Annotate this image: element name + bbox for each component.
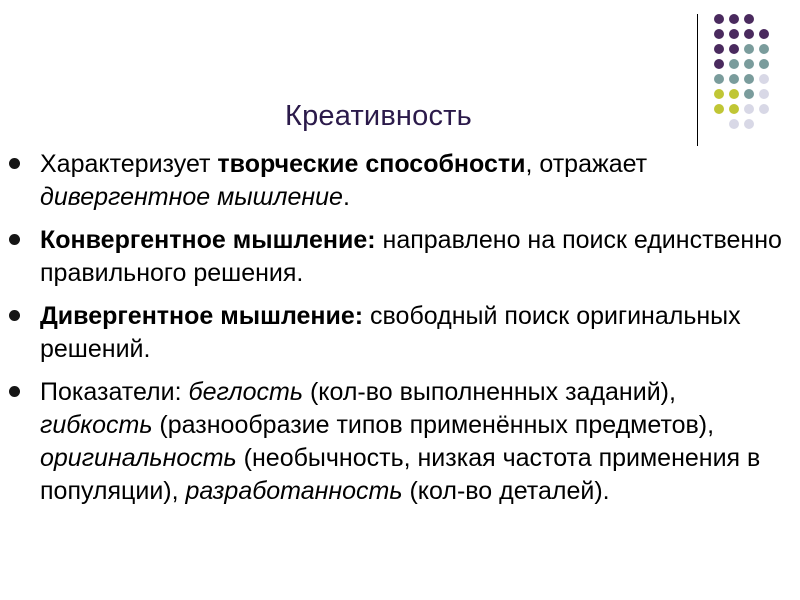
decorative-dot: [729, 44, 739, 54]
decorative-dot: [759, 59, 769, 69]
decorative-dot: [714, 29, 724, 39]
bullet-marker-icon: [9, 386, 20, 397]
emphasis-bold: Дивергентное мышление:: [40, 302, 364, 330]
decorative-dot: [729, 29, 739, 39]
decorative-dot-grid: [0, 0, 800, 160]
decorative-dot: [759, 44, 769, 54]
bullet-item: [40, 148, 785, 214]
decorative-dot: [714, 14, 724, 24]
decorative-vertical-line: [697, 14, 698, 146]
decorative-dot: [759, 104, 769, 114]
bullet-item: [40, 300, 785, 366]
bullet-marker-icon: [9, 310, 20, 321]
bullet-text: Дивергентное мышление: свободный поиск оригинальных решений.: [40, 302, 741, 363]
decorative-dot: [759, 74, 769, 84]
emphasis-bold: творческие способности: [217, 150, 526, 178]
emphasis-bold: Конвергентное мышление:: [40, 226, 376, 254]
bullet-marker-icon: [9, 158, 20, 169]
decorative-dot: [744, 59, 754, 69]
decorative-dot: [744, 104, 754, 114]
bullet-text: Конвергентное мышление: направлено на поиск единственно правильного решения.: [40, 226, 782, 287]
bullet-item: [40, 376, 785, 508]
bullet-text: Показатели: беглость (кол-во выполненных заданий), гибкость (разнообразие типов применённых предметов), оригинальность (необычность, низкая частота применения в популяции), разработанность (кол-во деталей).: [40, 378, 761, 505]
decorative-dot: [714, 104, 724, 114]
decorative-dot: [729, 14, 739, 24]
decorative-dot: [744, 89, 754, 99]
decorative-dot: [729, 89, 739, 99]
decorative-dot: [729, 74, 739, 84]
bullet-marker-icon: [9, 234, 20, 245]
decorative-dot: [744, 29, 754, 39]
decorative-dot: [714, 89, 724, 99]
decorative-dot: [744, 44, 754, 54]
emphasis-italic: гибкость: [40, 411, 153, 439]
emphasis-italic: разработанность: [185, 477, 403, 505]
bullet-item: [40, 224, 785, 290]
decorative-dot: [729, 104, 739, 114]
emphasis-italic: беглость: [188, 378, 303, 406]
emphasis-italic: дивергентное мышление: [40, 183, 343, 211]
decorative-dot: [729, 119, 739, 129]
decorative-dot: [759, 29, 769, 39]
decorative-dot: [729, 59, 739, 69]
bullet-list: [40, 148, 785, 518]
decorative-dot: [714, 44, 724, 54]
emphasis-italic: оригинальность: [40, 444, 237, 472]
decorative-dot: [744, 14, 754, 24]
decorative-dot: [759, 89, 769, 99]
slide-title: Креативность: [285, 100, 472, 132]
bullet-text: Характеризует творческие способности, отражает дивергентное мышление.: [40, 150, 648, 211]
decorative-dot: [714, 59, 724, 69]
decorative-dot: [744, 119, 754, 129]
decorative-dot: [744, 74, 754, 84]
decorative-dot: [714, 74, 724, 84]
